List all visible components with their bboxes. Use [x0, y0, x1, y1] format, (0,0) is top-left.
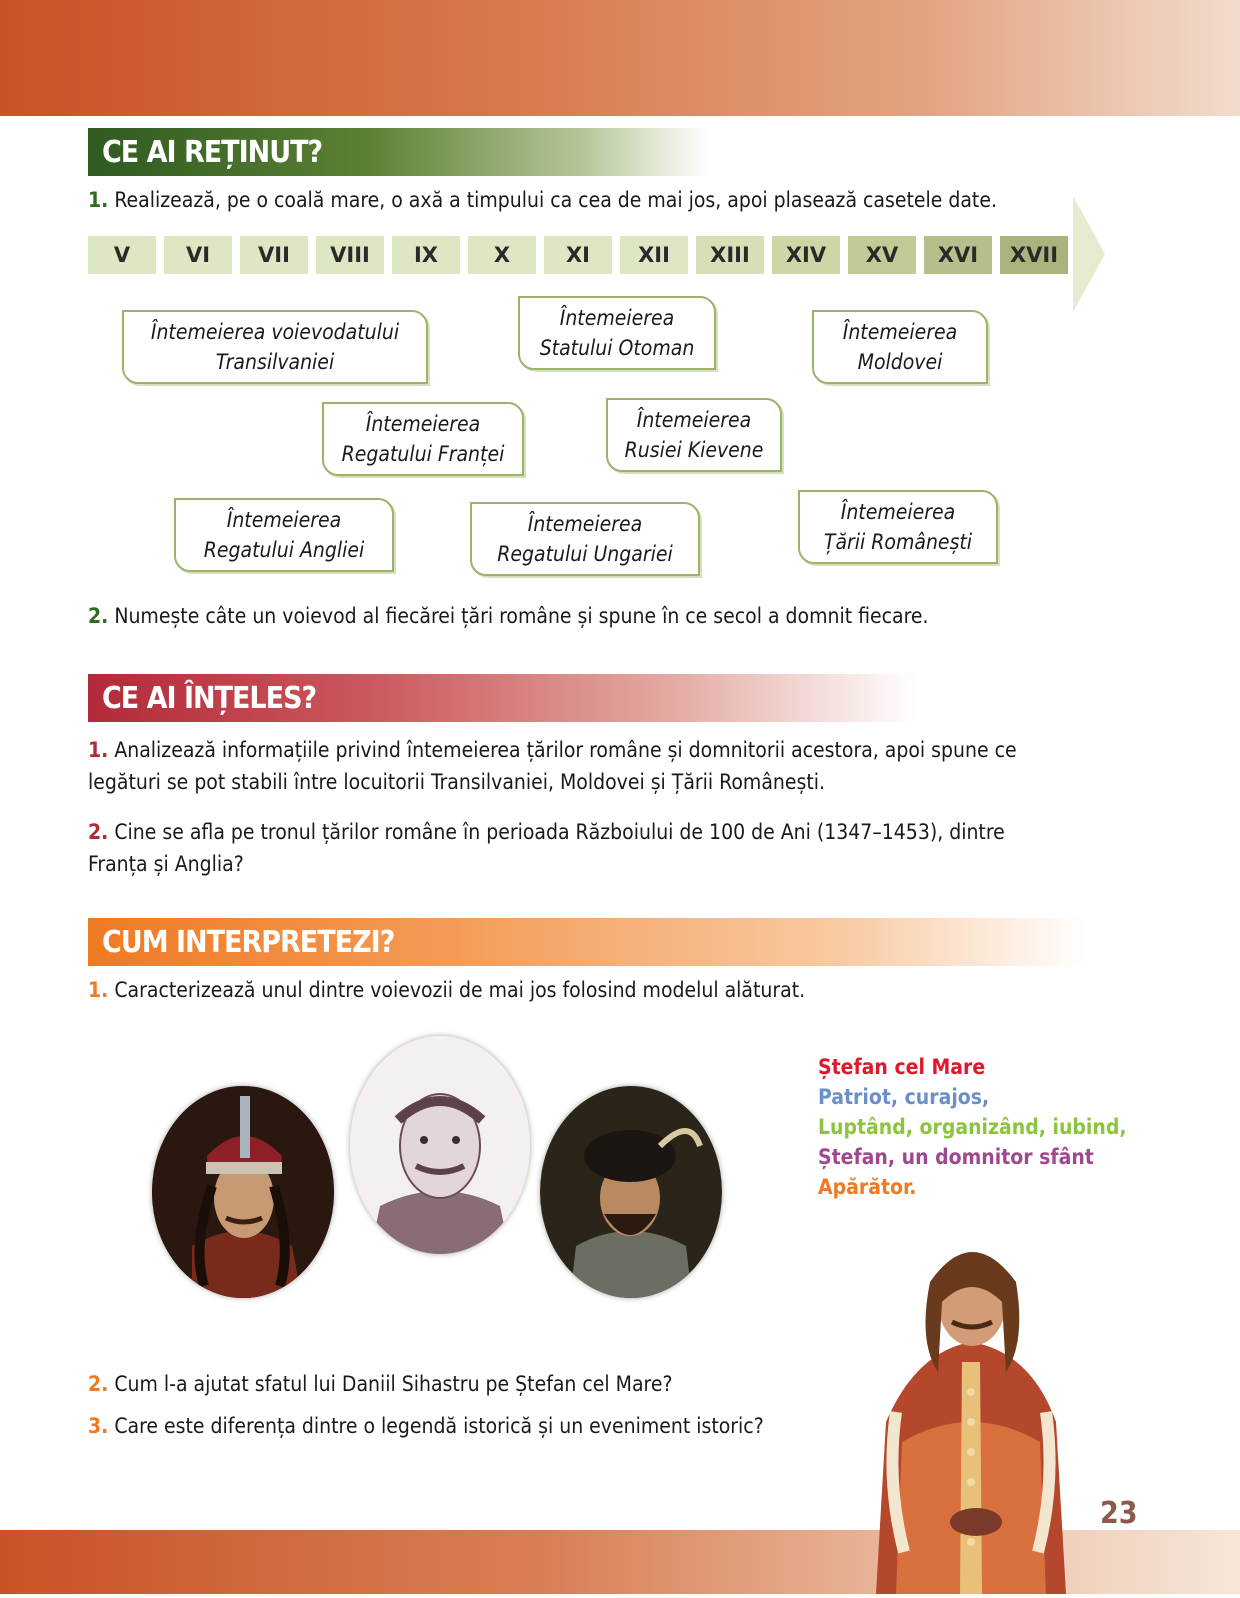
question-text: Analizează informațiile privind întemeierea țărilor române și domnitorii acestora, apoi spune ce	[114, 738, 1017, 762]
question-number: 2.	[88, 604, 109, 628]
event-box	[606, 398, 782, 472]
page-number: 23	[1100, 1496, 1138, 1531]
event-box-line: Rusiei Kievene	[624, 438, 764, 462]
question-number: 2.	[88, 1372, 109, 1396]
portrait-mihai-drawing	[540, 1086, 722, 1298]
timeline-century-cell: IX	[392, 236, 460, 274]
event-box-line: Întemeierea	[365, 412, 481, 436]
question-text: legături se pot stabili între locuitorii Transilvaniei, Moldovei și Țării Românești.	[88, 770, 825, 794]
timeline-century-cell: XVI	[924, 236, 992, 274]
timeline-arrow-head	[1073, 196, 1105, 312]
model-poem	[818, 1052, 1127, 1202]
timeline-century-cell: X	[468, 236, 536, 274]
ruler-illustration-drawing	[856, 1222, 1086, 1594]
question-text: Care este diferența dintre o legendă istorică și un eveniment istoric?	[114, 1414, 764, 1438]
ruler-illustration	[856, 1222, 1086, 1594]
event-box-line: Regatului Ungariei	[497, 542, 673, 566]
timeline-century-cell: XII	[620, 236, 688, 274]
event-box-line: Întemeierea voievodatului	[150, 320, 400, 344]
timeline-century-cell: V	[88, 236, 156, 274]
event-box	[322, 402, 524, 476]
section-heading-interpret: CUM INTERPRETEZI?	[88, 918, 1088, 966]
model-line-adjectives: Patriot, curajos,	[818, 1085, 990, 1109]
event-box-line: Întemeierea	[840, 500, 956, 524]
event-box-line: Întemeierea	[226, 508, 342, 532]
model-line-name: Ștefan cel Mare	[818, 1055, 986, 1079]
portrait-vlad	[152, 1086, 334, 1298]
portrait-mihai	[540, 1086, 722, 1298]
event-box-line: Întemeierea	[636, 408, 752, 432]
portrait-vlad-drawing	[152, 1086, 334, 1298]
timeline-century-cell: XIII	[696, 236, 764, 274]
model-line-verbs: Luptând, organizând, iubind,	[818, 1115, 1127, 1139]
portrait-engraving	[350, 1036, 530, 1254]
timeline-century-cell: XIV	[772, 236, 840, 274]
timeline-century-cell: XV	[848, 236, 916, 274]
question-number: 1.	[88, 188, 109, 212]
question-number: 1.	[88, 738, 109, 762]
section-heading-understood: CE AI ÎNȚELES?	[88, 674, 918, 722]
model-line-sentence: Ștefan, un domnitor sfânt	[818, 1145, 1094, 1169]
event-box-line: Moldovei	[857, 350, 943, 374]
question-number: 3.	[88, 1414, 109, 1438]
question-2-interpret	[88, 1368, 673, 1400]
event-box	[470, 502, 700, 576]
timeline-century-cell: XVII	[1000, 236, 1068, 274]
question-text: Cine se afla pe tronul țărilor române în perioada Războiului de 100 de Ani (1347–1453), dintre	[114, 820, 1005, 844]
portrait-engraving-drawing	[350, 1036, 530, 1254]
question-1-interpret	[88, 974, 805, 1006]
question-text: Caracterizează unul dintre voievozii de mai jos folosind modelul alăturat.	[114, 978, 806, 1002]
timeline-century-cell: VI	[164, 236, 232, 274]
timeline-century-cell: VII	[240, 236, 308, 274]
question-text: Numește câte un voievod al fiecărei țări române și spune în ce secol a domnit fiecare.	[114, 604, 929, 628]
top-decorative-band	[0, 0, 1240, 116]
question-2-understood	[88, 816, 1100, 880]
event-box-line: Întemeierea	[559, 306, 675, 330]
event-box	[174, 498, 394, 572]
question-1-retained	[88, 184, 997, 216]
event-box-line: Țării Românești	[823, 530, 973, 554]
question-2-retained	[88, 600, 929, 632]
event-box	[122, 310, 428, 384]
question-3-interpret	[88, 1410, 764, 1442]
question-number: 2.	[88, 820, 109, 844]
event-box-line: Întemeierea	[842, 320, 958, 344]
event-box-line: Regatului Franței	[341, 442, 505, 466]
timeline-century-cell: VIII	[316, 236, 384, 274]
event-box-line: Statului Otoman	[539, 336, 695, 360]
question-number: 1.	[88, 978, 109, 1002]
question-text: Cum l-a ajutat sfatul lui Daniil Sihastru pe Ștefan cel Mare?	[114, 1372, 673, 1396]
question-text: Franța și Anglia?	[88, 852, 244, 876]
question-1-understood	[88, 734, 1100, 798]
question-text: Realizează, pe o coală mare, o axă a timpului ca cea de mai jos, apoi plasează casetele date.	[114, 188, 997, 212]
event-box	[518, 296, 716, 370]
event-box	[812, 310, 988, 384]
model-line-synonym: Apărător.	[818, 1175, 917, 1199]
event-box-line: Regatului Angliei	[203, 538, 365, 562]
event-box-line: Transilvaniei	[215, 350, 335, 374]
event-box-line: Întemeierea	[527, 512, 643, 536]
section-heading-retained: CE AI REȚINUT?	[88, 128, 708, 176]
event-box	[798, 490, 998, 564]
timeline-century-cell: XI	[544, 236, 612, 274]
